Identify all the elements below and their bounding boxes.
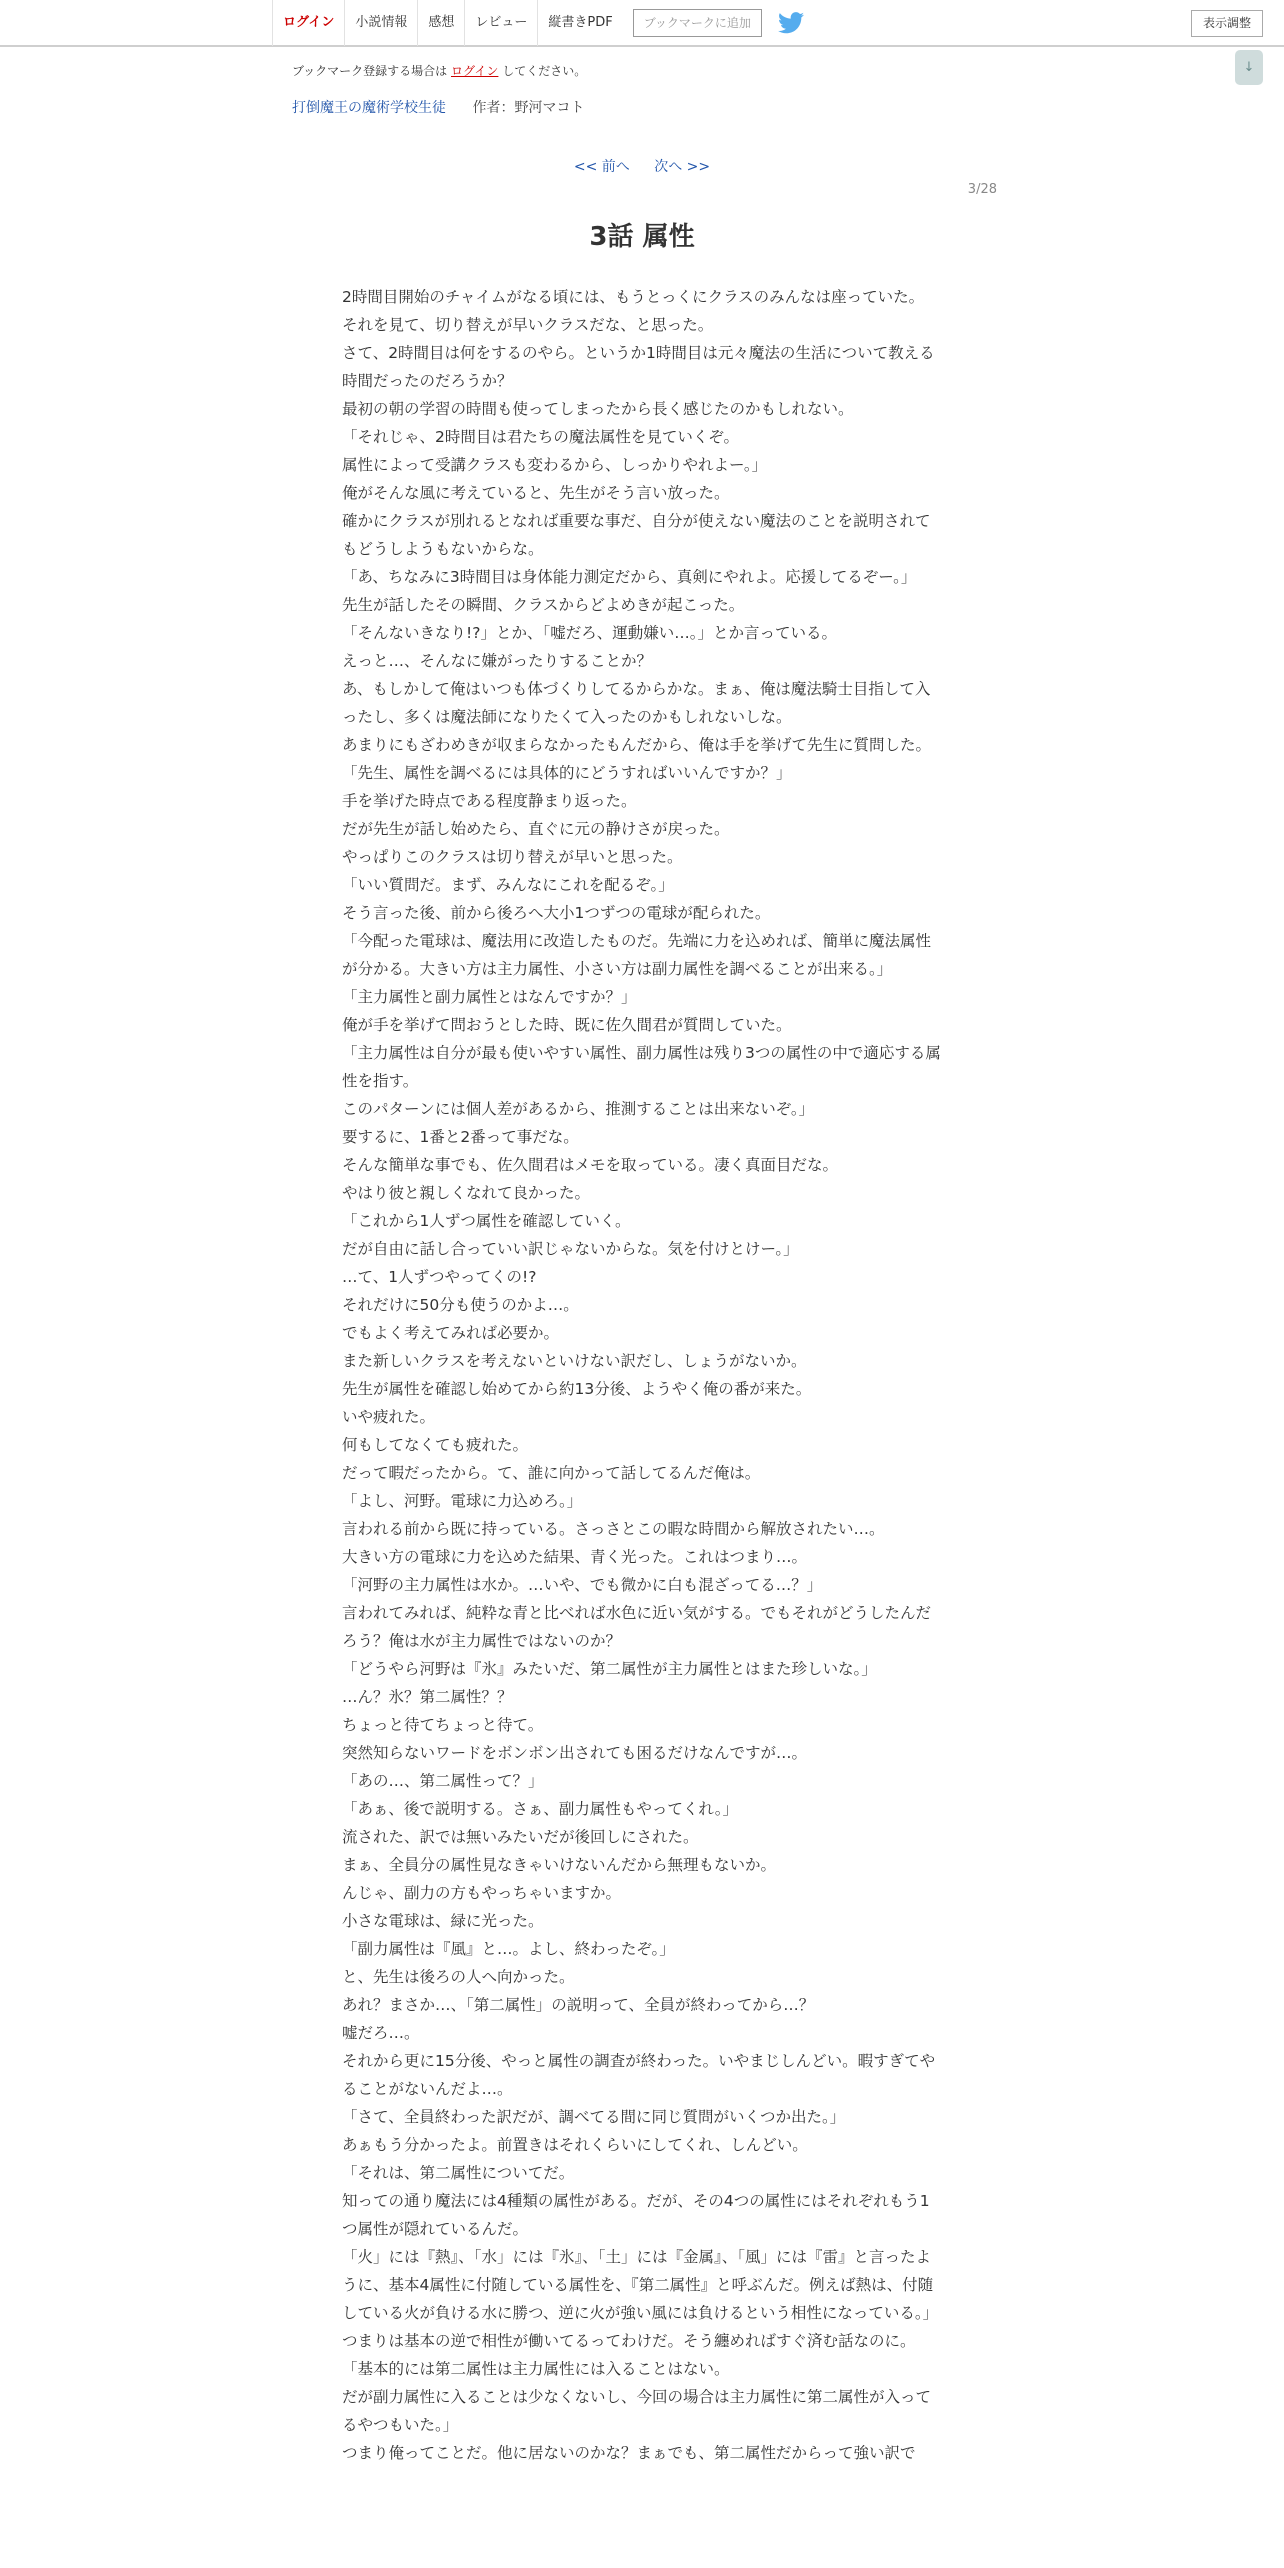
body-line: さて、2時間目は何をするのやら。というか1時間目は元々魔法の生活について教える時間だったのだろうか？ xyxy=(342,344,935,390)
body-line: 「よし、河野。電球に力込めろ。」 xyxy=(342,1492,583,1510)
body-line: あれ？まさか…、「第二属性」の説明って、全員が終わってから…？ xyxy=(342,1996,815,2014)
body-line: 大きい方の電球に力を込めた結果、青く光った。これはつまり…。 xyxy=(342,1548,808,1566)
body-line: 手を挙げた時点である程度静まり返った。 xyxy=(342,792,637,810)
body-line: …ん？氷？第二属性？？ xyxy=(342,1688,513,1706)
body-line: 俺が手を挙げて問おうとした時、既に佐久間君が質問していた。 xyxy=(342,1016,792,1034)
vertical-pdf-link[interactable]: 縦書きPDF xyxy=(537,0,622,46)
next-chapter-link[interactable]: 次へ >> xyxy=(654,159,711,175)
body-line: 小さな電球は、緑に光った。 xyxy=(342,1912,544,1930)
body-line: 何もしてなくても疲れた。 xyxy=(342,1436,529,1454)
body-line: 「主力属性と副力属性とはなんですか？」 xyxy=(342,988,637,1006)
body-line: 「副力属性は『風』と…。よし、終わったぞ。」 xyxy=(342,1940,675,1958)
body-line: 「河野の主力属性は水か。…いや、でも微かに白も混ざってる…？」 xyxy=(342,1576,823,1594)
chapter-body xyxy=(342,283,942,2467)
novel-meta xyxy=(292,97,584,117)
page-number: 3/28 xyxy=(967,182,997,197)
main-nav xyxy=(272,0,804,46)
body-line: あぁもう分かったよ。前置きはそれくらいにしてくれ、しんどい。 xyxy=(342,2136,808,2154)
body-line: そんな簡単な事でも、佐久間君はメモを取っている。凄く真面目だな。 xyxy=(342,1156,839,1174)
body-line: 突然知らないワードをボンボン出されても困るだけなんですが…。 xyxy=(342,1744,808,1762)
review-link[interactable]: レビュー xyxy=(464,0,537,46)
body-line: つまり俺ってことだ。他に居ないのかな？まぁでも、第二属性だからって強い訳で xyxy=(342,2444,916,2462)
body-line: あ、もしかして俺はいつも体づくりしてるからかな。まぁ、俺は魔法騎士目指して入ったし、多くは魔法師になりたくて入ったのかもしれないしな。 xyxy=(342,680,931,726)
twitter-icon xyxy=(778,12,804,34)
body-line: やはり彼と親しくなれて良かった。 xyxy=(342,1184,591,1202)
login-link[interactable]: ログイン xyxy=(272,0,344,46)
body-line: 「それじゃ、2時間目は君たちの魔法属性を見ていくぞ。 xyxy=(342,428,740,446)
body-line: だが副力属性に入ることは少なくないし、今回の場合は主力属性に第二属性が入ってるやつもいた。」 xyxy=(342,2388,932,2434)
impressions-link[interactable]: 感想 xyxy=(417,0,464,46)
body-line: まぁ、全員分の属性見なきゃいけないんだから無理もないか。 xyxy=(342,1856,777,1874)
prev-chapter-link[interactable]: << 前へ xyxy=(573,159,630,175)
body-line: 「主力属性は自分が最も使いやすい属性、副力属性は残り3つの属性の中で適応する属性を指す。 xyxy=(342,1044,941,1090)
novel-author: 作者：野河マコト xyxy=(472,100,585,116)
body-line: 要するに、1番と2番って事だな。 xyxy=(342,1128,579,1146)
body-line: いや疲れた。 xyxy=(342,1408,436,1426)
body-line: 「先生、属性を調べるには具体的にどうすればいいんですか？」 xyxy=(342,764,792,782)
body-line: と、先生は後ろの人へ向かった。 xyxy=(342,1968,575,1986)
body-line: 「どうやら河野は『氷』みたいだ、第二属性が主力属性とはまた珍しいな。」 xyxy=(342,1660,877,1678)
body-line: 最初の朝の学習の時間も使ってしまったから長く感じたのかもしれない。 xyxy=(342,400,854,418)
add-bookmark-button[interactable]: ブックマークに追加 xyxy=(633,9,762,37)
body-line: 「今配った電球は、魔法用に改造したものだ。先端に力を込めれば、簡単に魔法属性が分かる。大きい方は主力属性、小さい方は副力属性を調べることが出来る。」 xyxy=(342,932,932,978)
body-line: 「あ、ちなみに3時間目は身体能力測定だから、真剣にやれよ。応援してるぞー。」 xyxy=(342,568,917,586)
body-line: このパターンには個人差があるから、推測することは出来ないぞ。」 xyxy=(342,1100,815,1118)
novel-title-link[interactable]: 打倒魔王の魔術学校生徒 xyxy=(292,100,446,116)
body-line: ちょっと待てちょっと待て。 xyxy=(342,1716,544,1734)
notice-prefix: ブックマーク登録する場合は xyxy=(292,64,448,78)
body-line: 俺がそんな風に考えていると、先生がそう言い放った。 xyxy=(342,484,730,502)
body-line: 「さて、全員終わった訳だが、調べてる間に同じ質問がいくつか出た。」 xyxy=(342,2108,846,2126)
body-line: 先生が属性を確認し始めてから約13分後、ようやく俺の番が来た。 xyxy=(342,1380,812,1398)
body-line: だが先生が話し始めたら、直ぐに元の静けさが戻った。 xyxy=(342,820,730,838)
body-line: 「いい質問だ。まず、みんなにこれを配るぞ。」 xyxy=(342,876,674,894)
body-line: 「それは、第二属性についてだ。 xyxy=(342,2164,575,2182)
body-line: 確かにクラスが別れるとなれば重要な事だ、自分が使えない魔法のことを説明されてもどうしようもないからな。 xyxy=(342,512,931,558)
body-line: 「そんないきなり!?」とか、「嘘だろ、運動嫌い…。」とか言っている。 xyxy=(342,624,837,642)
body-line: だって暇だったから。て、誰に向かって話してるんだ俺は。 xyxy=(342,1464,761,1482)
body-line: 流された、訳では無いみたいだが後回しにされた。 xyxy=(342,1828,699,1846)
body-line: やっぱりこのクラスは切り替えが早いと思った。 xyxy=(342,848,683,866)
body-line: 属性によって受講クラスも変わるから、しっかりやれよー。」 xyxy=(342,456,768,474)
body-line: それを見て、切り替えが早いクラスだな、と思った。 xyxy=(342,316,714,334)
body-line: えっと…、そんなに嫌がったりすることか？ xyxy=(342,652,653,670)
body-line: 「あぁ、後で説明する。さぁ、副力属性もやってくれ。」 xyxy=(342,1800,739,1818)
body-line: 「基本的には第二属性は主力属性には入ることはない。 xyxy=(342,2360,730,2378)
body-line: 2時間目開始のチャイムがなる頃には、もうとっくにクラスのみんなは座っていた。 xyxy=(342,288,925,306)
body-line: そう言った後、前から後ろへ大小1つずつの電球が配られた。 xyxy=(342,904,771,922)
bookmark-login-notice xyxy=(292,62,586,79)
body-line: 言われる前から既に持っている。さっさとこの暇な時間から解放されたい…。 xyxy=(342,1520,885,1538)
chapter-pager xyxy=(0,156,1284,176)
body-line: でもよく考えてみれば必要か。 xyxy=(342,1324,560,1342)
notice-login-link[interactable]: ログイン xyxy=(451,64,499,78)
body-line: …て、1人ずつやってくの!? xyxy=(342,1268,537,1286)
body-line: 言われてみれば、純粋な青と比べれば水色に近い気がする。でもそれがどうしたんだろう？俺は水が主力属性ではないのか？ xyxy=(342,1604,932,1650)
chapter-title: 3話 属性 xyxy=(589,222,695,252)
body-line: 知っての通り魔法には4種類の属性がある。だが、その4つの属性にはそれぞれもう1つ属性が隠れているんだ。 xyxy=(342,2192,930,2238)
body-line: あまりにもざわめきが収まらなかったもんだから、俺は手を挙げて先生に質問した。 xyxy=(342,736,932,754)
novel-info-link[interactable]: 小説情報 xyxy=(344,0,417,46)
body-line: それから更に15分後、やっと属性の調査が終わった。いやまじしんどい。暇すぎてやることがないんだよ…。 xyxy=(342,2052,936,2098)
body-line: つまりは基本の逆で相性が働いてるってわけだ。そう纏めればすぐ済む話なのに。 xyxy=(342,2332,916,2350)
notice-suffix: してください。 xyxy=(502,64,587,78)
body-line: 「これから1人ずつ属性を確認していく。 xyxy=(342,1212,631,1230)
twitter-share-button[interactable] xyxy=(778,12,804,34)
scroll-down-button[interactable]: ↓ xyxy=(1235,50,1263,85)
body-line: 先生が話したその瞬間、クラスからどよめきが起こった。 xyxy=(342,596,745,614)
body-line: それだけに50分も使うのかよ…。 xyxy=(342,1296,579,1314)
top-navigation-bar xyxy=(0,0,1284,47)
body-line: 「あの…、第二属性って？」 xyxy=(342,1772,544,1790)
display-settings-button[interactable]: 表示調整 xyxy=(1191,10,1263,37)
body-line: 「火」には『熱』、「水」には『氷』、「土」には『金属』、「風」には『雷』と言ったように、基本4属性に付随している属性を、『第二属性』と呼ぶんだ。例えば熱は、付随している火が負ける水に勝つ、逆に火が強い風には負けるという相性になっている。」 xyxy=(342,2248,939,2322)
body-line: だが自由に話し合っていい訳じゃないからな。気を付けとけー。」 xyxy=(342,1240,799,1258)
body-line: 嘘だろ…。 xyxy=(342,2024,420,2042)
body-line: また新しいクラスを考えないといけない訳だし、しょうがないか。 xyxy=(342,1352,807,1370)
body-line: んじゃ、副力の方もやっちゃいますか。 xyxy=(342,1884,622,1902)
